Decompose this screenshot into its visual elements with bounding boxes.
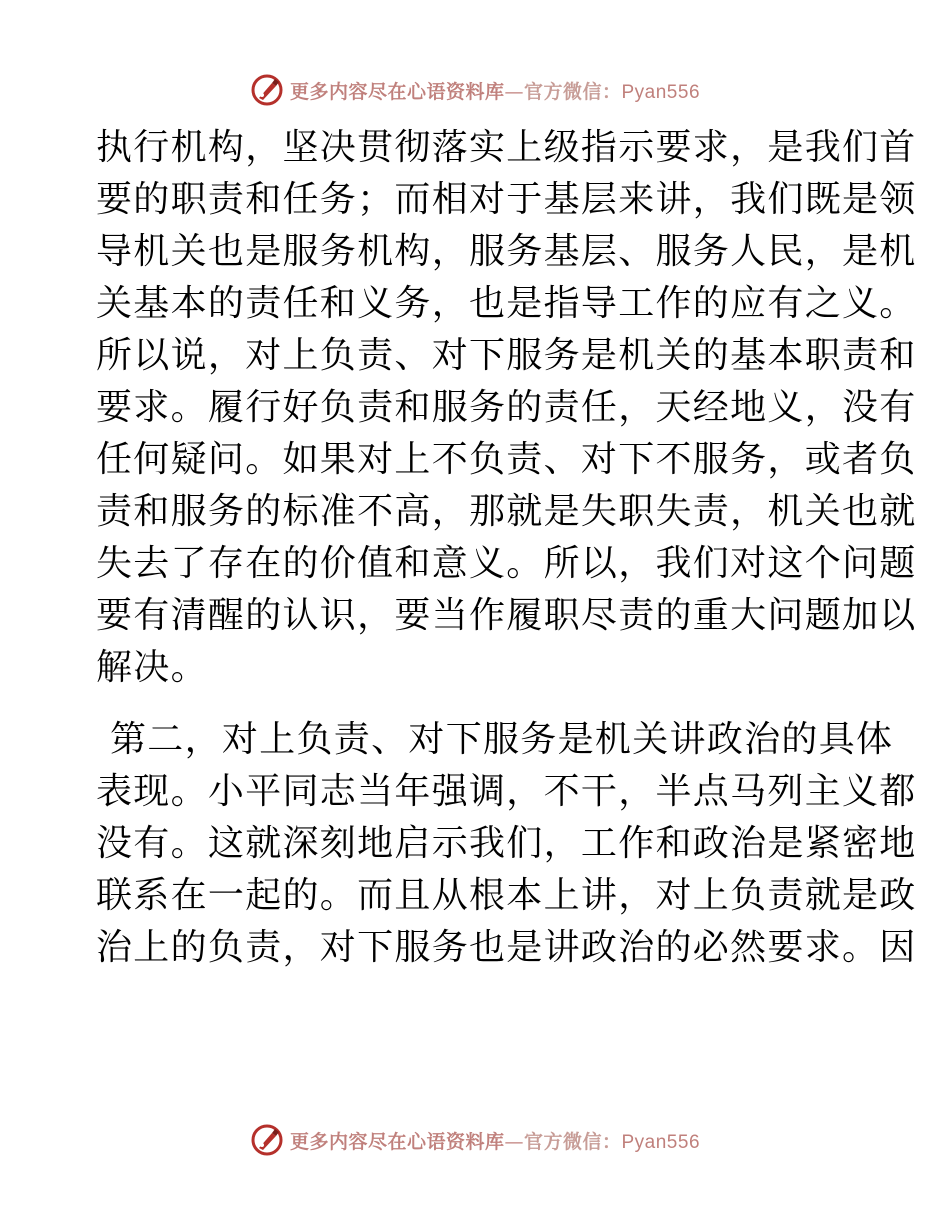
text-line: 解决。 — [96, 647, 208, 688]
text-line: 表现。小平同志当年强调，不干，半点马列主义都 — [96, 771, 917, 812]
text-line: 联系在一起的。而且从根本上讲，对上负责就是政 — [96, 875, 917, 916]
footer-title: 更多内容尽在心语资料库 — [289, 1130, 505, 1153]
wechat-label: 官方微信： — [523, 80, 622, 103]
footer-wechat-id: Pyan556 — [621, 1131, 701, 1153]
footer-wechat-label: 官方微信： — [523, 1130, 622, 1153]
pen-logo-icon — [250, 73, 284, 107]
text-line: 要有清醒的认识，要当作履职尽责的重大问题加以 — [96, 595, 917, 636]
document-body — [96, 122, 917, 974]
footer-separator: — — [504, 1130, 524, 1153]
text-line: 要的职责和任务；而相对于基层来讲，我们既是领 — [96, 179, 917, 220]
pen-logo-icon — [250, 1123, 284, 1157]
paragraph-1 — [96, 122, 917, 694]
paragraph-2 — [96, 714, 917, 974]
banner-title: 更多内容尽在心语资料库 — [289, 80, 505, 103]
text-line: 没有。这就深刻地启示我们，工作和政治是紧密地 — [96, 823, 917, 864]
text-line: 治上的负责，对下服务也是讲政治的必然要求。因 — [96, 927, 917, 968]
text-line: 第二，对上负责、对下服务是机关讲政治的具体 — [110, 719, 894, 760]
text-line: 导机关也是服务机构，服务基层、服务人民，是机 — [96, 231, 917, 272]
text-line: 要求。履行好负责和服务的责任，天经地义，没有 — [96, 387, 917, 428]
text-line: 责和服务的标准不高，那就是失职失责，机关也就 — [96, 491, 917, 532]
text-line: 执行机构，坚决贯彻落实上级指示要求，是我们首 — [96, 127, 917, 168]
footer-banner — [0, 1120, 950, 1160]
text-line: 失去了存在的价值和意义。所以，我们对这个问题 — [96, 543, 917, 584]
text-line: 任何疑问。如果对上不负责、对下不服务，或者负 — [96, 439, 917, 480]
text-line: 所以说，对上负责、对下服务是机关的基本职责和 — [96, 335, 917, 376]
wechat-id: Pyan556 — [621, 81, 701, 103]
header-banner — [0, 70, 950, 110]
text-line: 关基本的责任和义务，也是指导工作的应有之义。 — [96, 283, 917, 324]
banner-separator: — — [504, 80, 524, 103]
